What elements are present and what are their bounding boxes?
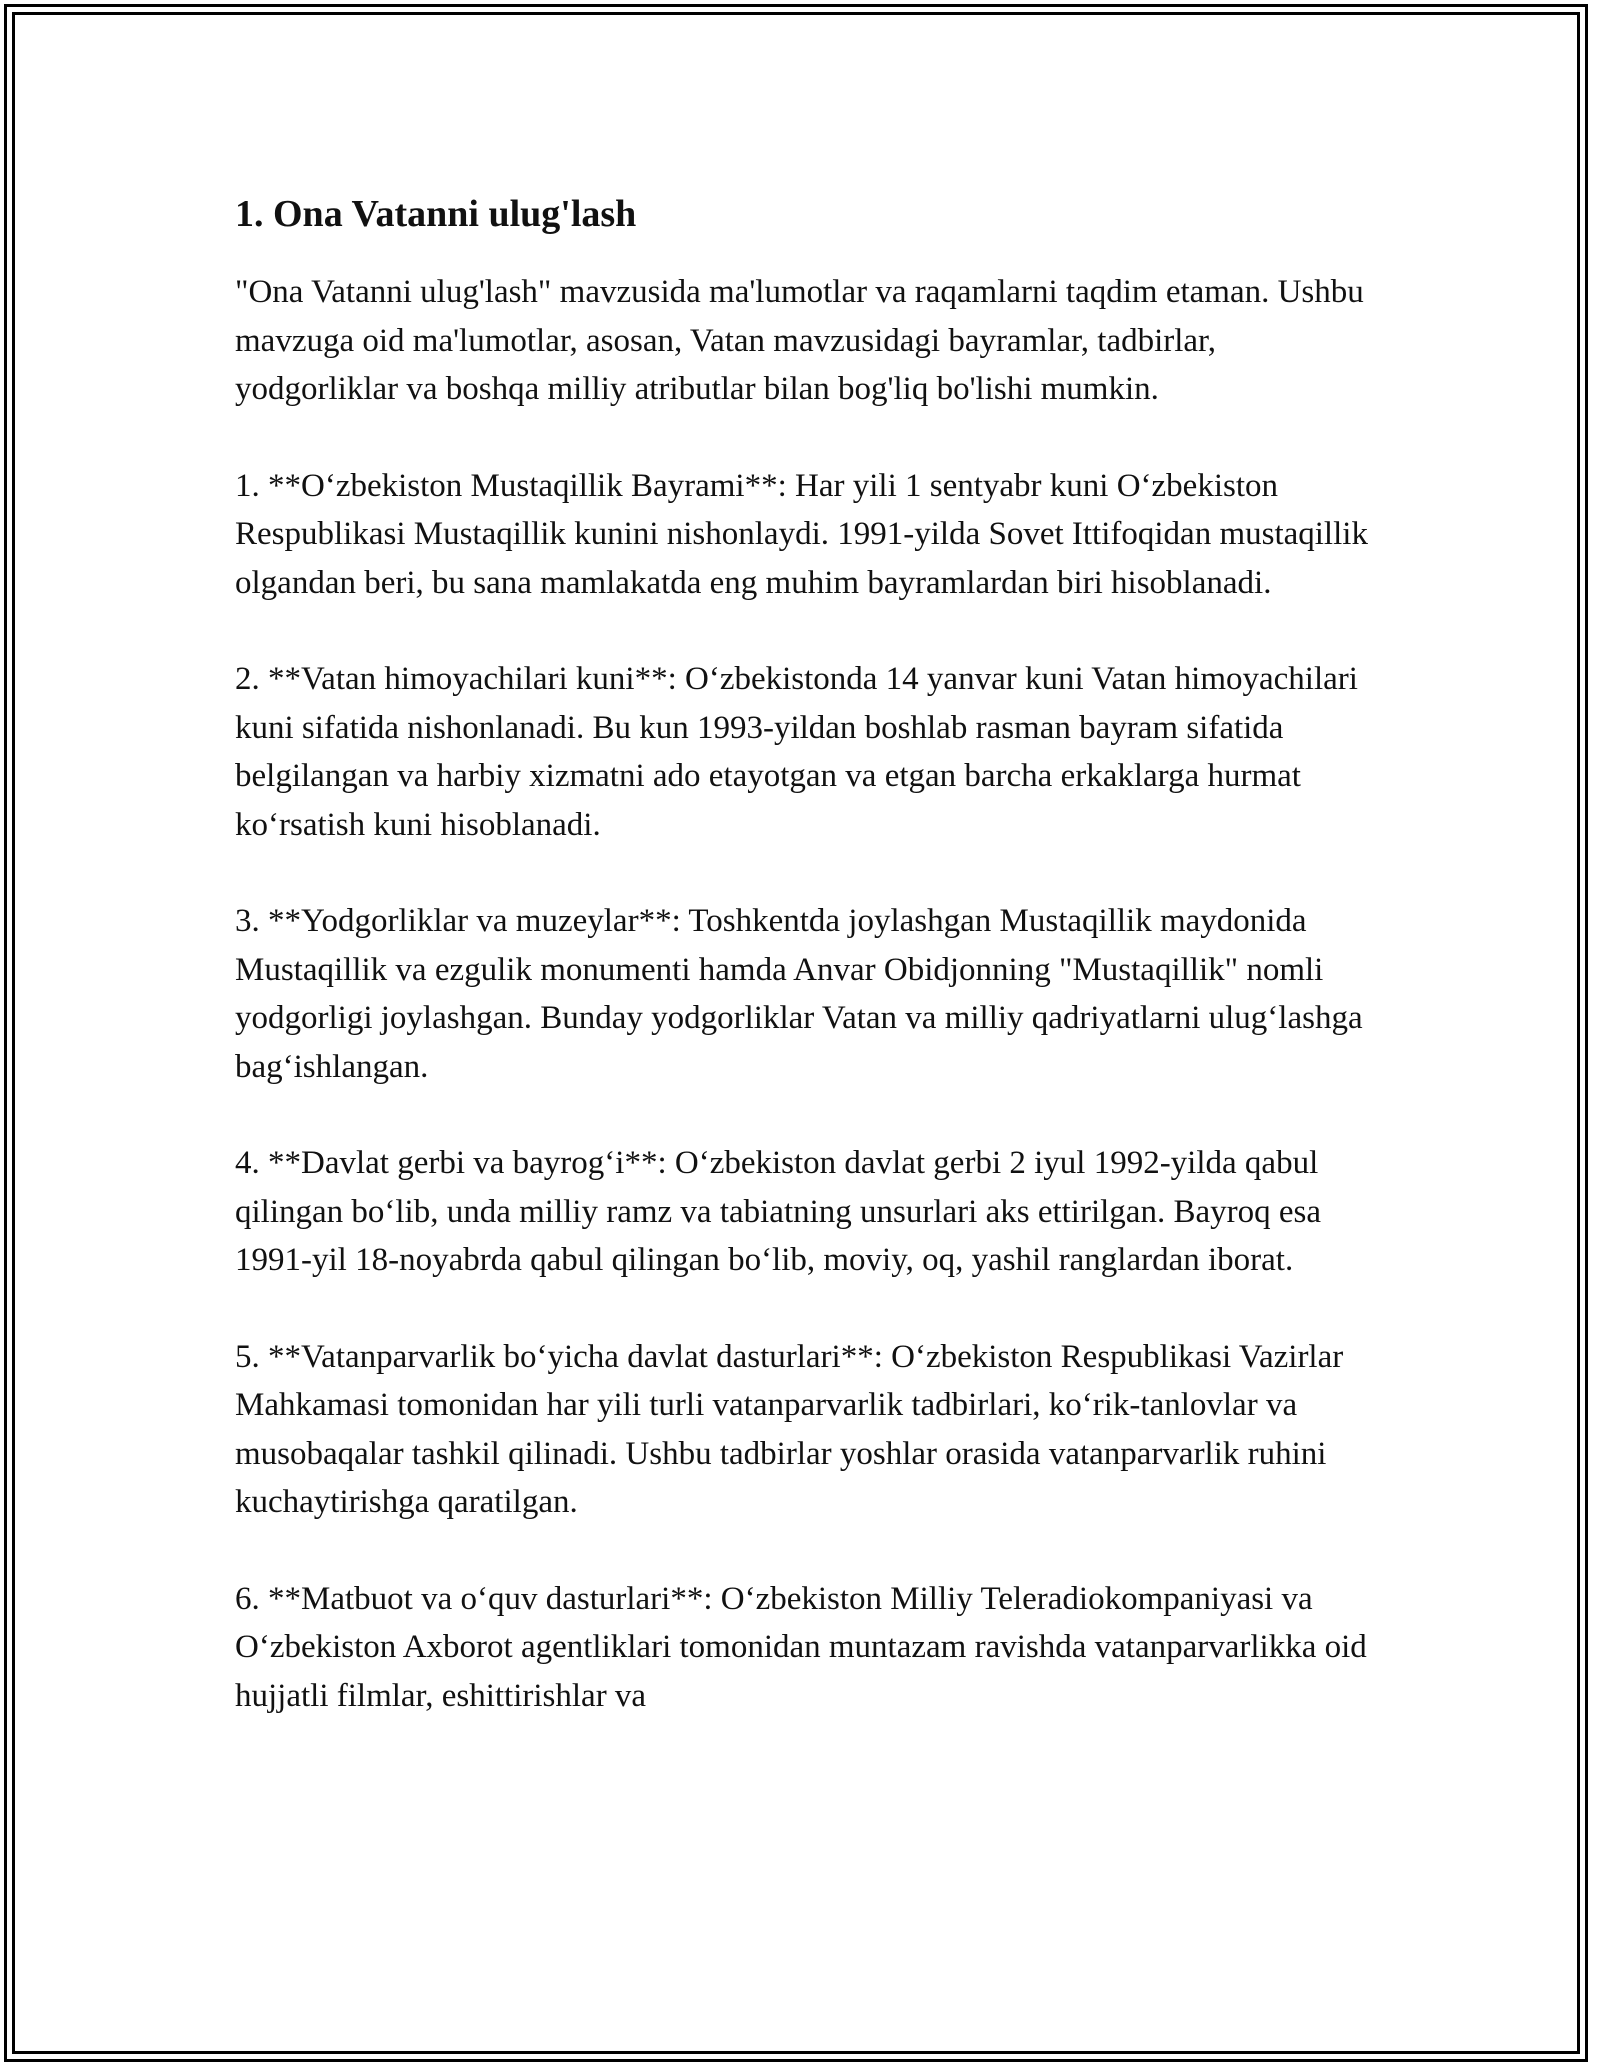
list-item-state-programs: 5. **Vatanparvarlik boʻyicha davlat dasturlari**: Oʻzbekiston Respublikasi Vazirlar Mahkamasi tomonidan har yili turli vatanparvarlik tadbirlari, koʻrik-tanlovlar va musobaqalar tashkil qilinadi. Ushbu tadbirlar yoshlar orasida vatanparvarlik ruhini kuchaytirishga qaratilgan. (235, 1338, 1344, 1520)
document-heading: 1. Ona Vatanni ulug'lash (235, 193, 637, 235)
document-body (235, 186, 1385, 1768)
list-item-defenders-day: 2. **Vatan himoyachilari kuni**: Oʻzbekistonda 14 yanvar kuni Vatan himoyachilari kuni sifatida nishonlanadi. Bu kun 1993-yildan boshlab rasman bayram sifatida belgilangan va harbiy xizmatni ado etayotgan va etgan barcha erkaklarga hurmat koʻrsatish kuni hisoblanadi. (235, 661, 1358, 843)
list-item-independence-day: 1. **Oʻzbekiston Mustaqillik Bayrami**: Har yili 1 sentyabr kuni Oʻzbekiston Respublikasi Mustaqillik kunini nishonlaydi. 1991-yilda Sovet Ittifoqidan mustaqillik olgandan beri, bu sana mamlakatda eng muhim bayramlardan biri hisoblanadi. (235, 467, 1368, 601)
list-item-emblem-flag: 4. **Davlat gerbi va bayrogʻi**: Oʻzbekiston davlat gerbi 2 iyul 1992-yilda qabul qilingan boʻlib, unda milliy ramz va tabiatning unsurlari aks ettirilgan. Bayroq esa 1991-yil 18-noyabrda qabul qilingan boʻlib, moviy, oq, yashil ranglardan iborat. (235, 1145, 1321, 1278)
intro-paragraph: "Ona Vatanni ulug'lash" mavzusida ma'lumotlar va raqamlarni taqdim etaman. Ushbu mavzuga oid ma'lumotlar, asosan, Vatan mavzusidagi bayramlar, tadbirlar, yodgorliklar va boshqa milliy atributlar bilan bog'liq bo'lishi mumkin. (235, 274, 1364, 407)
list-item-monuments: 3. **Yodgorliklar va muzeylar**: Toshkentda joylashgan Mustaqillik maydonida Mustaqillik va ezgulik monumenti hamda Anvar Obidjonning "Mustaqillik" nomli yodgorligi joylashgan. Bunday yodgorliklar Vatan va milliy qadriyatlarni ulugʻlashga bagʻishlangan. (235, 903, 1363, 1085)
list-item-media-programs: 6. **Matbuot va oʻquv dasturlari**: Oʻzbekiston Milliy Teleradiokompaniyasi va Oʻzbekiston Axborot agentliklari tomonidan muntazam ravishda vatanparvarlikka oid hujjatli filmlar, eshittirishlar va (235, 1580, 1367, 1714)
